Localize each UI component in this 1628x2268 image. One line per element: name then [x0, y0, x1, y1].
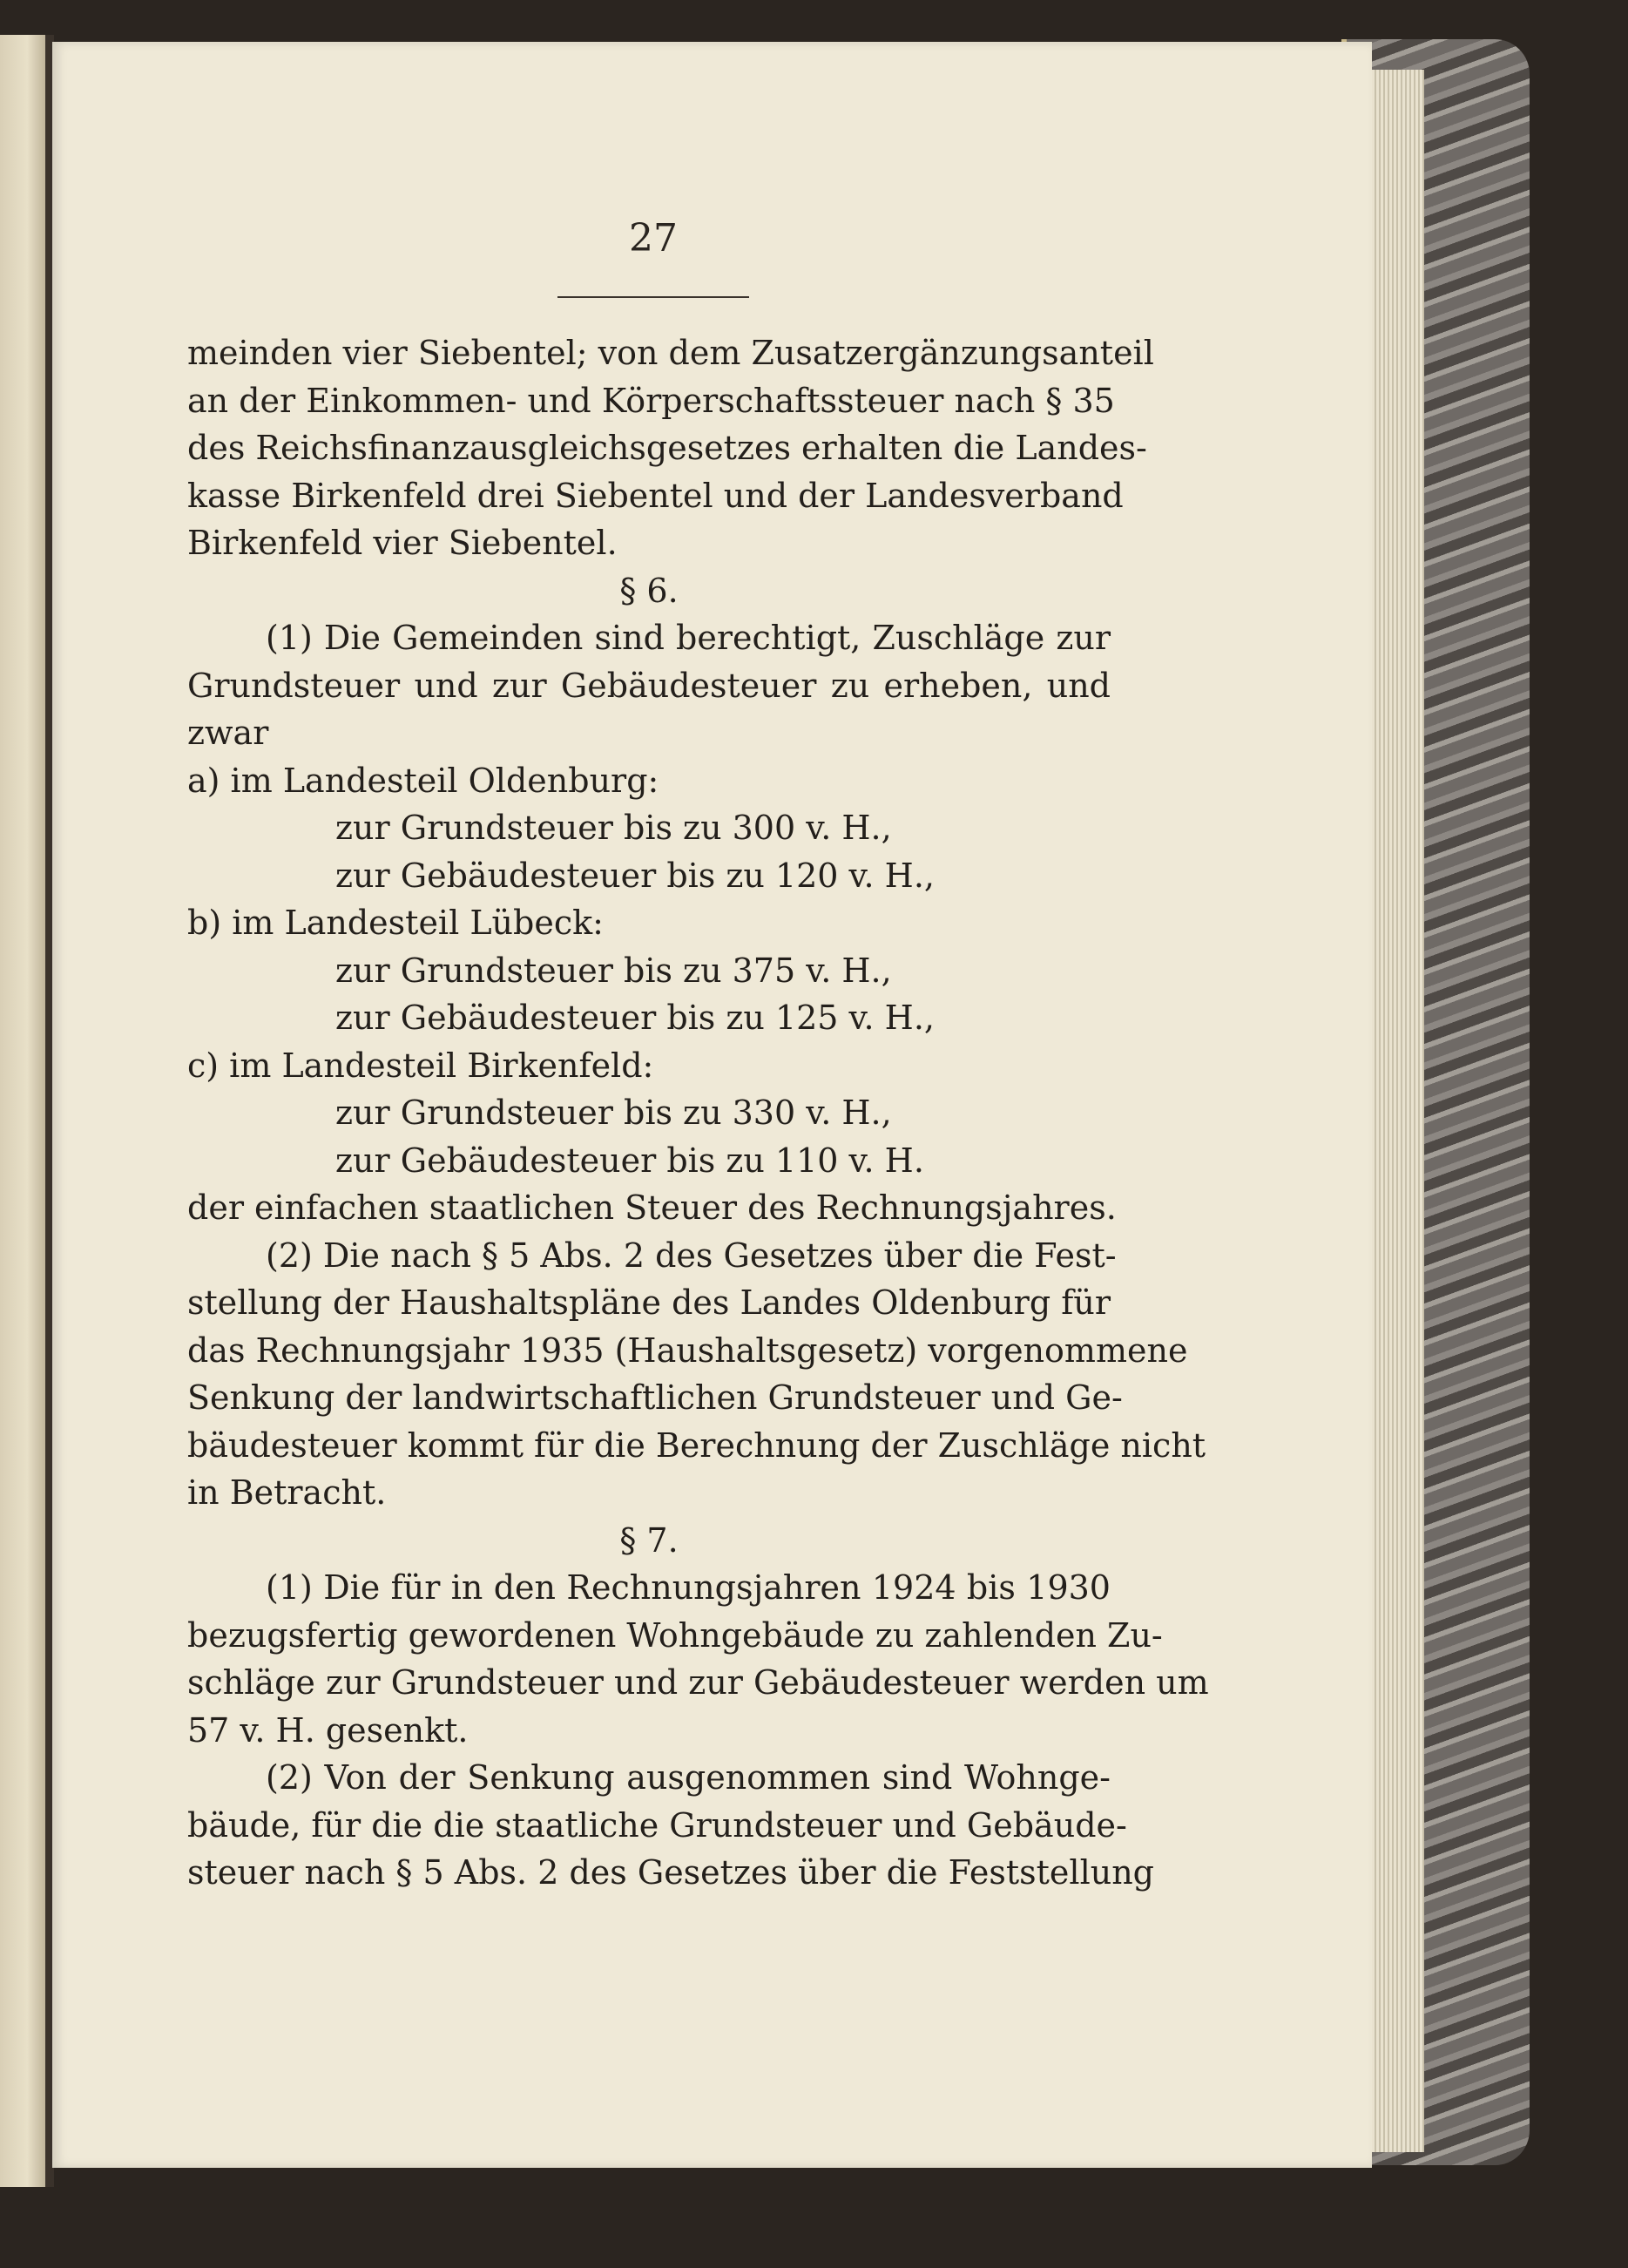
text-line: b) im Landesteil Lübeck: — [187, 904, 604, 942]
text-line: (1) Die Gemeinden sind berechtigt, Zuschläge zur — [266, 619, 1111, 657]
text-line: Grundsteuer und zur Gebäudesteuer zu erheben, und — [187, 666, 1111, 705]
text-line: an der Einkommen- und Körperschaftssteuer nach § 35 — [187, 381, 1115, 420]
text-line: bäude, für die die staatliche Grundsteuer und Gebäude- — [187, 1805, 1127, 1845]
text-line: steuer nach § 5 Abs. 2 des Gesetzes über die Feststellung — [187, 1853, 1154, 1892]
text-line: zur Grundsteuer bis zu 300 v. H., — [335, 809, 892, 847]
text-line: (2) Von der Senkung ausgenommen sind Wohnge- — [266, 1758, 1111, 1797]
text-line: schläge zur Grundsteuer und zur Gebäudesteuer werden um — [187, 1663, 1209, 1702]
text-line: zur Gebäudesteuer bis zu 120 v. H., — [335, 856, 935, 895]
text-line: zur Grundsteuer bis zu 330 v. H., — [335, 1093, 892, 1132]
text-line: des Reichsfinanzausgleichsgesetzes erhalten die Landes- — [187, 429, 1147, 467]
text-line: stellung der Haushaltspläne des Landes Oldenburg für — [187, 1283, 1111, 1322]
text-line: zwar — [187, 714, 269, 752]
text-line: der einfachen staatlichen Steuer des Rechnungsjahres. — [187, 1188, 1117, 1227]
text-line: zur Grundsteuer bis zu 375 v. H., — [335, 951, 892, 990]
section-heading: § 7. — [619, 1520, 679, 1560]
text-line: Senkung der landwirtschaftlichen Grundsteuer und Ge- — [187, 1378, 1123, 1417]
text-line: bezugsfertig gewordenen Wohngebäude zu zahlenden Zu- — [187, 1615, 1163, 1655]
text-line: in Betracht. — [187, 1473, 387, 1512]
text-line: das Rechnungsjahr 1935 (Haushaltsgesetz) vorgenommene — [187, 1330, 1188, 1370]
text-line: zur Gebäudesteuer bis zu 125 v. H., — [335, 999, 935, 1037]
text-line: 57 v. H. gesenkt. — [187, 1710, 469, 1750]
page-number-rule — [557, 296, 749, 298]
left-page-edge — [0, 35, 45, 2187]
page-stack-edge — [1372, 70, 1424, 2152]
text-line: a) im Landesteil Oldenburg: — [187, 761, 659, 800]
text-line: meinden vier Siebentel; von dem Zusatzergänzungsanteil — [187, 334, 1154, 372]
text-line: kasse Birkenfeld drei Siebentel und der Landesverband — [187, 476, 1124, 515]
body-text — [187, 329, 1209, 1897]
text-line: Birkenfeld vier Siebentel. — [187, 524, 618, 562]
text-line: (1) Die für in den Rechnungsjahren 1924 bis 1930 — [266, 1568, 1111, 1607]
text-line: bäudesteuer kommt für die Berechnung der Zuschläge nicht — [187, 1425, 1206, 1465]
text-line: c) im Landesteil Birkenfeld: — [187, 1046, 654, 1085]
text-line: zur Gebäudesteuer bis zu 110 v. H. — [335, 1141, 924, 1180]
text-line: (2) Die nach § 5 Abs. 2 des Gesetzes über die Fest- — [266, 1236, 1117, 1275]
page-number: 27 — [629, 216, 678, 261]
book-page — [52, 42, 1372, 2168]
section-heading: § 6. — [619, 571, 679, 610]
